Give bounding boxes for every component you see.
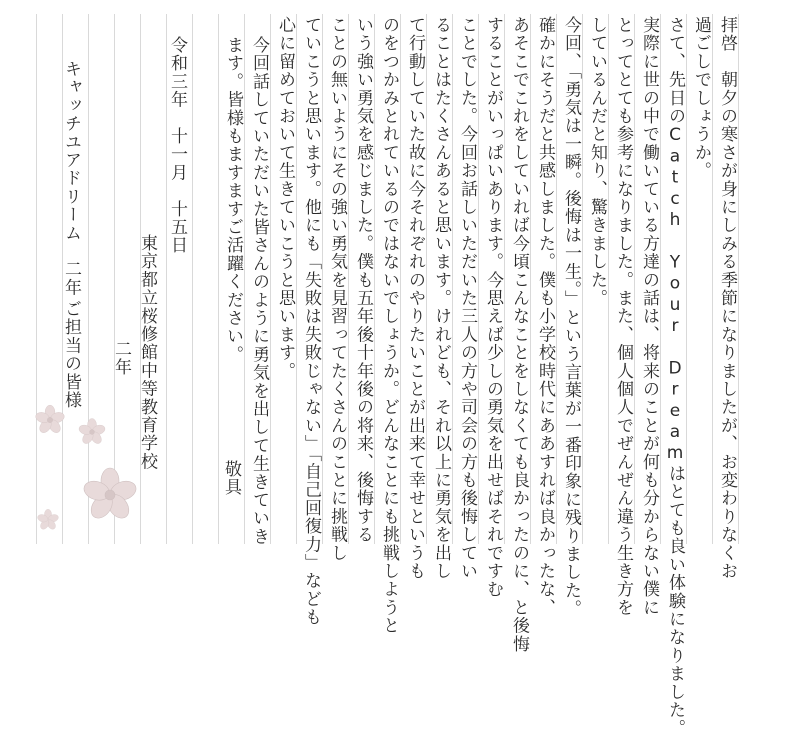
letter-column-5: とってとても参考になりました。また、個人個人でぜんぜん違う生き方を [613,16,633,617]
ruled-line [244,14,245,544]
letter-column-17: ていこうと思います。他にも「失敗は失敗じゃない」「自己回復力」なども [301,16,321,627]
ruled-line [582,14,583,544]
letter-column-4: 実際に世の中で働いている方達の話は、将来のことが何も分からない僕に [639,16,659,617]
letter-column-9: あそこでこれをしていれば今頃こんなことをしなくても良かったのに、と後悔 [509,16,529,653]
ruled-line [192,14,193,544]
ruled-line [738,14,739,544]
ruled-line [712,14,713,544]
ruled-line [660,14,661,544]
ruled-line [218,14,219,544]
ruled-line [322,14,323,544]
letter-column-18: 心に留めておいて生きていこうと思います。 [275,16,295,380]
school-name: 東京都立桜修館中等教育学校 [137,234,157,471]
ruled-line [556,14,557,544]
date-text: 令和三年 十一月 十五日 [167,36,187,255]
ruled-line [348,14,349,544]
letter-column-11: ことでした。今回お話しいただいた三人の方や司会の方も後悔してい [457,16,477,581]
letter-column-10: することがいっぱいあります。今思えば少しの勇気を出せばそれですむ [483,16,503,599]
letter-column-7: 今回、「勇気は一瞬。後悔は一生。」という言葉が一番印象に残りました。 [561,16,581,618]
letter-column-12: ることはたくさんあると思います。けれども、それ以上に勇気を出し [431,16,451,581]
ruled-line [608,14,609,544]
ruled-line [504,14,505,544]
addressee-name: ご担当の皆様 [61,300,81,410]
letter-column-2: 過ごしでしょうか。 [691,16,711,180]
flower-decoration-icon [20,380,170,540]
closing-text: 敬具 [221,460,241,497]
letter-column-1: 拝啓 朝夕の寒さが身にしみる季節になりましたが、お変わりなくお [717,16,737,581]
ruled-line [686,14,687,544]
ruled-line [478,14,479,544]
letter-column-13: て行動していた故に今それぞれのやりたいことが出来て幸せというも [405,16,425,581]
letter-column-3: さて、先日のCatch Your Dreamはとても良い体験になりました。 [665,16,685,737]
ruled-line [374,14,375,544]
addressee-event: キャッチユアドリーム 二年 [61,60,81,297]
letter-column-6: しているんだと知り、驚きました。 [587,16,607,308]
ruled-line [426,14,427,544]
ruled-line [530,14,531,544]
ruled-line [634,14,635,544]
ruled-line [296,14,297,544]
letter-column-20: ます。皆様もますますご活躍ください。 [223,36,243,364]
letter-column-19: 今回話していただいた皆さんのように勇気を出して生きていき [249,36,269,546]
letter-column-16: ことの無いようにその強い勇気を見習ってたくさんのことに挑戦し [327,16,347,562]
letter-column-8: 確かにそうだと共感しました。僕も小学校時代にああすれば良かったな、 [535,16,555,617]
grade-text: 二年 [111,340,131,377]
letter-column-14: のをつかみとれているのではないでしょうか。どんなことにも挑戦しようと [379,16,399,635]
ruled-line [270,14,271,544]
ruled-line [452,14,453,544]
ruled-line [400,14,401,544]
letter-column-15: いう強い勇気を感じました。僕も五年後十年後の将来、後悔する [353,16,373,544]
